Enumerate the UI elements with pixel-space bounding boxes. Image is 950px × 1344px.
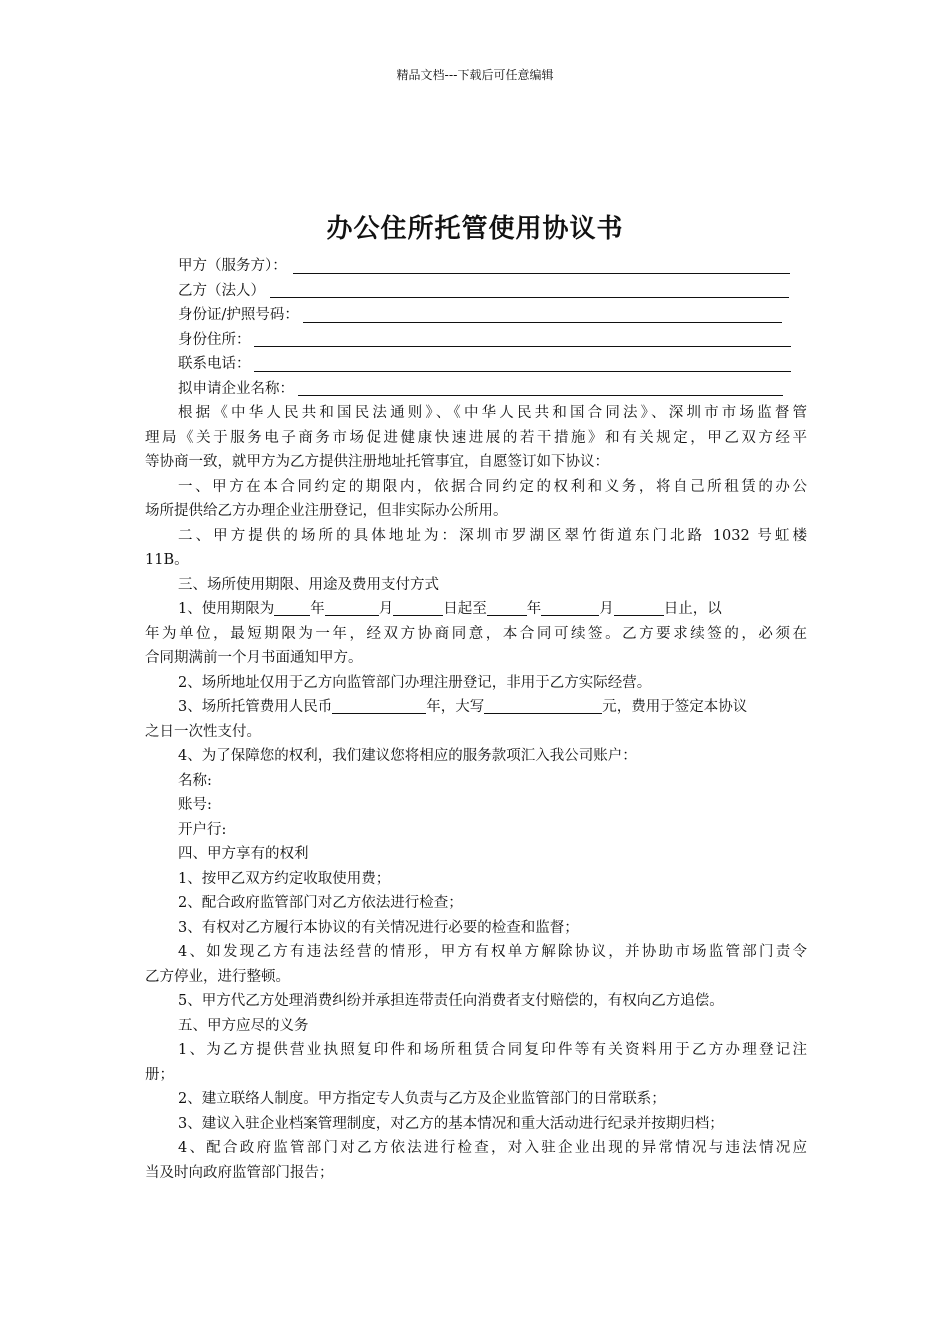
intro-line: 根据《中华人民共和国民法通则》、《中华人民共和国合同法》、深圳市市场监督管 bbox=[178, 405, 807, 421]
phone-field bbox=[145, 352, 807, 377]
obligation-item: 3、建议入驻企业档案管理制度，对乙方的基本情况和重大活动进行纪录并按期归档； bbox=[178, 1115, 724, 1132]
term-text: 日起至 bbox=[443, 601, 487, 617]
usage-clause: 2、场所地址仅用于乙方向监管部门办理注册登记，非用于乙方实际经营。 bbox=[178, 674, 652, 691]
term-text: 年 bbox=[310, 601, 325, 617]
party-a-field bbox=[145, 254, 807, 279]
fee-text: 元，费用于签定本协议 bbox=[602, 699, 748, 715]
phone-blank[interactable] bbox=[254, 371, 791, 372]
fee-uppercase-blank[interactable] bbox=[484, 697, 602, 714]
document-title: 办公住所托管使用协议书 bbox=[326, 214, 624, 244]
party-a-label: 甲方（服务方）： bbox=[178, 258, 287, 274]
fee-text: 3、场所托管费用人民币 bbox=[178, 699, 333, 715]
document-body bbox=[145, 254, 807, 1185]
obligation-item-line: 当及时向政府监管部门报告； bbox=[145, 1164, 334, 1181]
section-1-line: 一、甲方在本合同约定的期限内，依据合同约定的权利和义务，将自己所租赁的办公 bbox=[178, 478, 807, 495]
term-text: 月 bbox=[599, 601, 614, 617]
id-address-label: 身份住所： bbox=[178, 331, 251, 348]
company-name-label: 拟申请企业名称： bbox=[178, 380, 294, 397]
obligation-item: 2、建立联络人制度。甲方指定专人负责与乙方及企业监管部门的日常联系； bbox=[178, 1091, 666, 1107]
id-number-blank[interactable] bbox=[303, 322, 782, 323]
end-day-blank[interactable] bbox=[614, 599, 664, 616]
section-1-line: 场所提供给乙方办理企业注册登记，但非实际办公所用。 bbox=[145, 503, 508, 519]
end-month-blank[interactable] bbox=[541, 599, 599, 616]
obligation-item: 1、为乙方提供营业执照复印件和场所租赁合同复印件等有关资料用于乙方办理登记注 bbox=[178, 1042, 807, 1058]
id-address-field bbox=[145, 328, 807, 353]
right-item: 3、有权对乙方履行本协议的有关情况进行必要的检查和监督； bbox=[178, 919, 579, 936]
party-b-field bbox=[145, 279, 807, 304]
fee-text: 年，大写 bbox=[426, 699, 485, 715]
section-4-heading: 四、甲方享有的权利 bbox=[178, 846, 309, 862]
term-clause bbox=[145, 597, 807, 622]
id-number-field bbox=[145, 303, 807, 328]
party-b-label: 乙方（法人） bbox=[178, 282, 265, 299]
id-number-label: 身份证/护照号码： bbox=[178, 307, 299, 323]
section-2-line: 11B。 bbox=[145, 552, 189, 568]
intro-line: 理局《关于服务电子商务市场促进健康快速进展的若干措施》和有关规定，甲乙双方经平 bbox=[145, 429, 807, 446]
page-header: 精品文档---下载后可任意编辑 bbox=[396, 68, 554, 82]
start-month-blank[interactable] bbox=[325, 599, 379, 616]
party-b-blank[interactable] bbox=[270, 297, 789, 298]
right-item: 5、甲方代乙方处理消费纠纷并承担连带责任向消费者支付赔偿的，有权向乙方追偿。 bbox=[178, 993, 724, 1009]
company-name-field bbox=[145, 377, 807, 402]
fee-clause bbox=[145, 695, 807, 720]
right-item: 1、按甲乙双方约定收取使用费； bbox=[178, 870, 391, 887]
term-text: 1、使用期限为 bbox=[178, 601, 275, 617]
right-item: 2、配合政府监管部门对乙方依法进行检查； bbox=[178, 895, 463, 911]
obligation-item-line: 册； bbox=[145, 1066, 174, 1083]
right-item-line: 乙方停业，进行整顿。 bbox=[145, 968, 290, 985]
right-item: 4、如发现乙方有违法经营的情形，甲方有权单方解除协议，并协助市场监管部门责令 bbox=[178, 944, 807, 960]
fee-amount-blank[interactable] bbox=[332, 697, 426, 714]
party-a-blank[interactable] bbox=[293, 273, 790, 274]
obligation-item: 4、配合政府监管部门对乙方依法进行检查，对入驻企业出现的异常情况与违法情况应 bbox=[178, 1140, 807, 1156]
section-3-heading: 三、场所使用期限、用途及费用支付方式 bbox=[178, 576, 439, 593]
section-5-heading: 五、甲方应尽的义务 bbox=[178, 1017, 309, 1034]
term-clause-line: 年为单位，最短期限为一年，经双方协商同意，本合同可续签。乙方要求续签的，必须在 bbox=[145, 625, 807, 642]
fee-clause-line: 之日一次性支付。 bbox=[145, 723, 261, 740]
id-address-blank[interactable] bbox=[254, 346, 791, 347]
term-text: 日止，以 bbox=[663, 601, 722, 617]
account-name-label: 名称: bbox=[178, 772, 212, 789]
company-name-blank[interactable] bbox=[298, 395, 783, 396]
end-year-blank[interactable] bbox=[487, 599, 527, 616]
start-day-blank[interactable] bbox=[393, 599, 443, 616]
phone-label: 联系电话： bbox=[178, 356, 251, 372]
intro-line: 等协商一致，就甲方为乙方提供注册地址托管事宜，自愿签订如下协议： bbox=[145, 454, 609, 470]
account-bank-label: 开户行: bbox=[178, 821, 227, 838]
term-clause-line: 合同期满前一个月书面通知甲方。 bbox=[145, 650, 363, 666]
section-2-line: 二、甲方提供的场所的具体地址为：深圳市罗湖区翠竹街道东门北路 1032 号虹楼 bbox=[178, 527, 807, 544]
term-text: 年 bbox=[526, 601, 542, 617]
payment-clause: 4、为了保障您的权利，我们建议您将相应的服务款项汇入我公司账户： bbox=[178, 748, 637, 764]
term-text: 月 bbox=[378, 601, 394, 617]
account-number-label: 账号: bbox=[178, 797, 212, 813]
start-year-blank[interactable] bbox=[274, 599, 310, 616]
